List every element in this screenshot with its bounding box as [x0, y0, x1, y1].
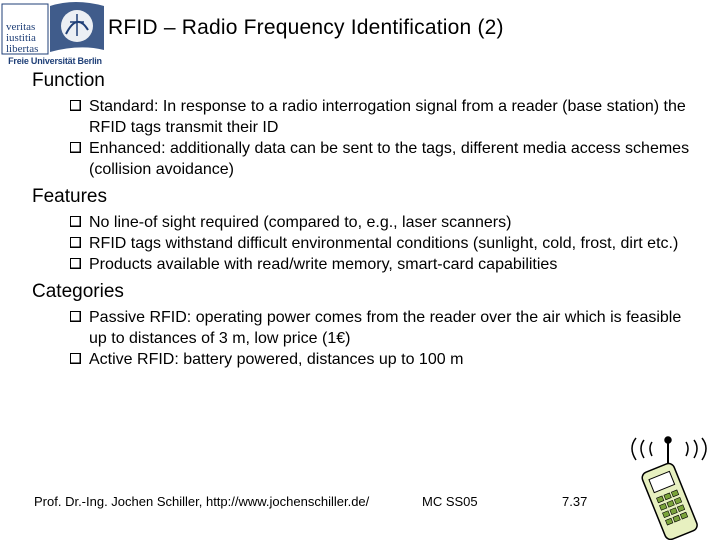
list-item-text: Active RFID: battery powered, distances up to 100 m	[89, 351, 464, 368]
logo-motto	[6, 22, 38, 55]
list-item	[32, 254, 692, 275]
list-item-text: RFID tags withstand difficult environmental conditions (sunlight, cold, frost, dirt etc.)	[89, 235, 679, 252]
logo-line: libertas	[6, 43, 39, 55]
checkbox-bullet-icon	[70, 237, 81, 248]
list-item	[32, 138, 692, 180]
footer-author: Prof. Dr.-Ing. Jochen Schiller, http://www.jochenschiller.de/	[34, 494, 370, 509]
list-item-text: Standard: In response to a radio interrogation signal from a reader (base station) the RFID tags transmit their ID	[89, 98, 686, 136]
list-item	[32, 233, 692, 254]
list-item-text: Passive RFID: operating power comes from the reader over the air which is feasible up to distances of 3 m, low price (1€)	[89, 309, 682, 347]
checkbox-bullet-icon	[70, 216, 81, 227]
university-logo	[0, 0, 110, 70]
section-heading: Categories	[32, 281, 124, 302]
slide-content	[32, 70, 692, 376]
list-item-text: Enhanced: additionally data can be sent to the tags, different media access schemes (collision avoidance)	[89, 140, 690, 178]
bullet-list	[32, 307, 692, 370]
footer-course: MC SS05	[422, 494, 478, 509]
rfid-transponder-icon	[618, 430, 718, 540]
logo-university-name: Freie Universität Berlin	[8, 56, 102, 66]
slide-title: RFID – Radio Frequency Identification (2)	[108, 16, 504, 39]
checkbox-bullet-icon	[70, 258, 81, 269]
list-item-text: Products available with read/write memory, smart-card capabilities	[89, 256, 558, 273]
logo-line: veritas	[6, 21, 36, 33]
bullet-list	[32, 212, 692, 275]
list-item	[32, 349, 692, 370]
bullet-list	[32, 96, 692, 180]
logo-line: iustitia	[6, 32, 36, 44]
checkbox-bullet-icon	[70, 353, 81, 364]
section-function	[32, 70, 692, 180]
section-heading: Features	[32, 186, 107, 207]
checkbox-bullet-icon	[70, 142, 81, 153]
section-features	[32, 186, 692, 275]
checkbox-bullet-icon	[70, 100, 81, 111]
list-item	[32, 96, 692, 138]
list-item-text: No line-of sight required (compared to, e.g., laser scanners)	[89, 214, 512, 231]
footer-page-number: 7.37	[562, 494, 588, 509]
list-item	[32, 212, 692, 233]
list-item	[32, 307, 692, 349]
checkbox-bullet-icon	[70, 311, 81, 322]
section-categories	[32, 281, 692, 370]
section-heading: Function	[32, 70, 105, 91]
